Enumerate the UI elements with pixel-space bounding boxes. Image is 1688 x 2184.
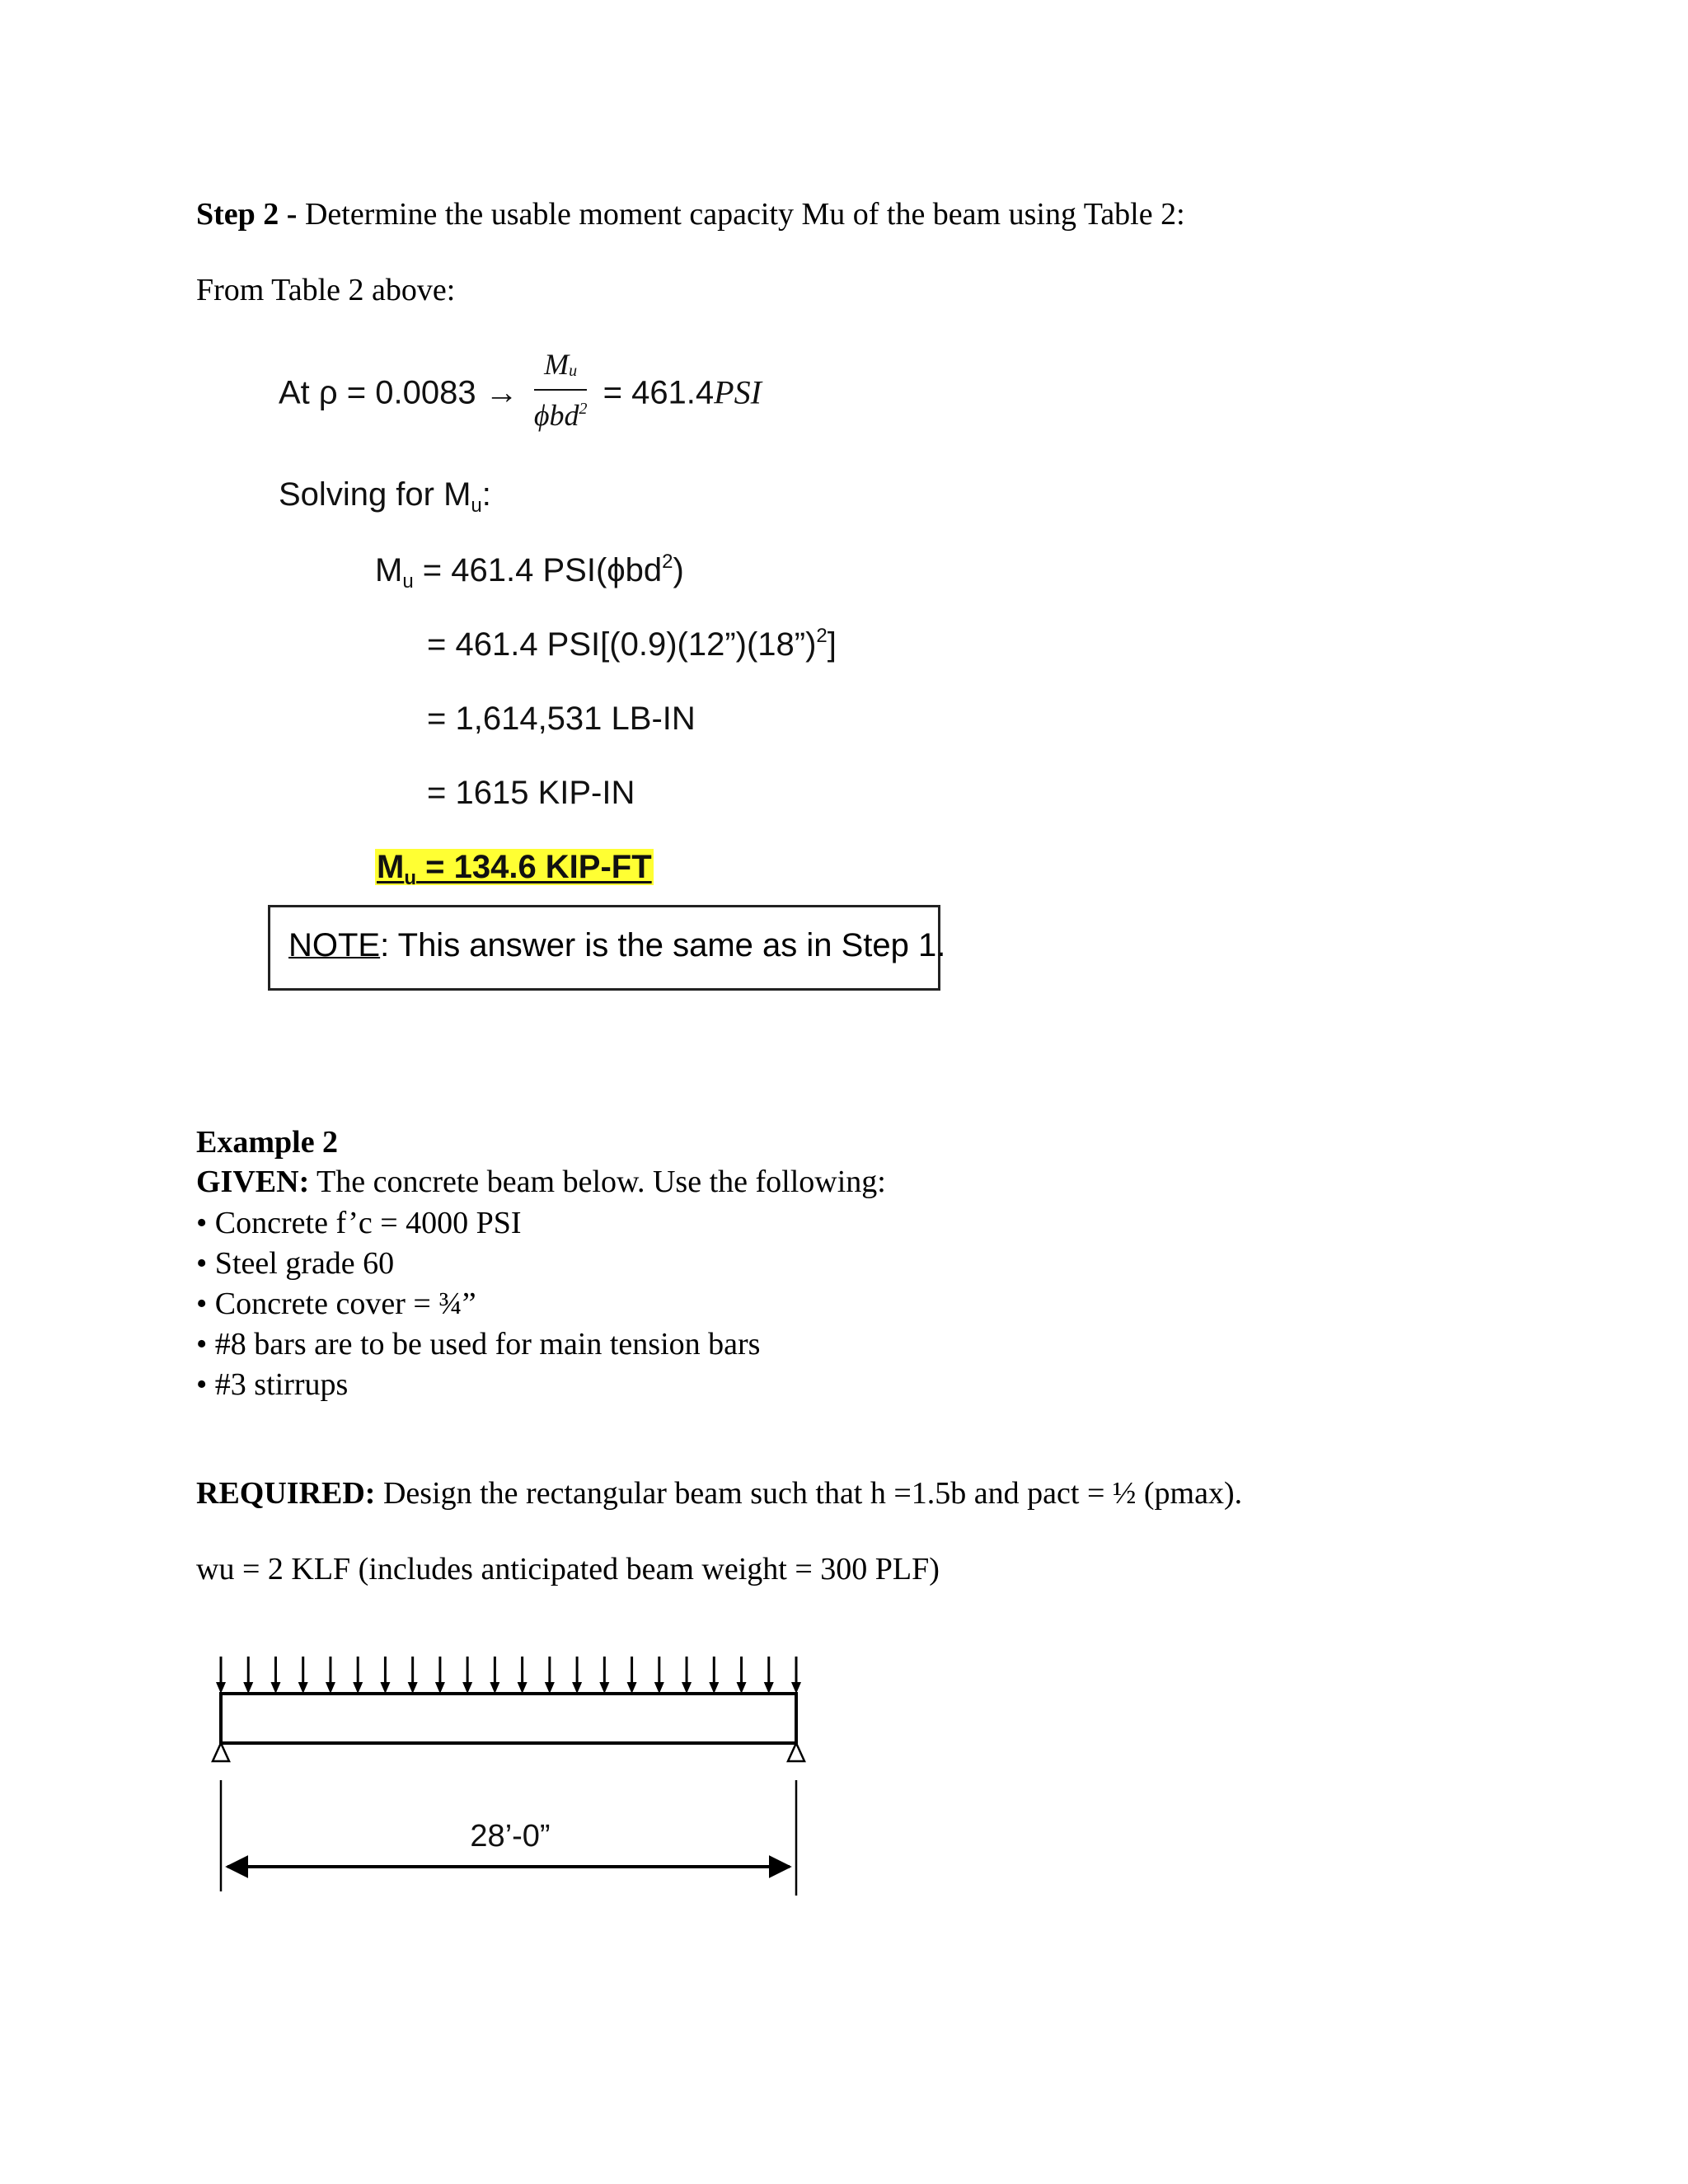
required-label: REQUIRED:	[196, 1476, 376, 1511]
list-item: • #8 bars are to be used for main tension bars	[196, 1327, 761, 1361]
load-arrow-head	[216, 1682, 226, 1694]
calc-line-3: = 1,614,531 LB-IN	[427, 701, 696, 737]
load-arrow-head	[353, 1682, 363, 1694]
load-arrow-head	[298, 1682, 308, 1694]
load-arrow-head	[490, 1682, 499, 1694]
list-item: • Concrete f’c = 4000 PSI	[196, 1206, 522, 1240]
required-line	[196, 1475, 1242, 1511]
fraction-denominator: ϕbd$^2$	[533, 399, 588, 432]
step2-label: Step 2 -	[196, 197, 298, 232]
load-text: wu = 2 KLF (includes anticipated beam weight = 300 PLF)	[196, 1552, 940, 1586]
load-arrow-head	[709, 1682, 719, 1694]
equation-prefix: At ρ = 0.0083 →	[279, 374, 518, 411]
load-arrow-head	[243, 1682, 253, 1694]
given-text: The concrete beam below. Use the following:	[309, 1165, 886, 1199]
fraction-numerator: $M_u$	[534, 346, 588, 391]
result-highlight: $M_u = 134.6$ KIP-FT	[377, 849, 652, 889]
span-label: 28’-0”	[470, 1819, 551, 1854]
load-arrow-head	[462, 1682, 472, 1694]
load-arrow-head	[682, 1682, 692, 1694]
required-text: Design the rectangular beam such that h =1.5b and pact = ½ (pmax).	[375, 1476, 1243, 1511]
equation-result: = 461.4	[603, 374, 715, 411]
load-arrow-head	[764, 1682, 774, 1694]
load-arrow-head	[408, 1682, 418, 1694]
load-arrow-head	[737, 1682, 747, 1694]
load-arrow-head	[545, 1682, 555, 1694]
equation-unit: PSI	[714, 373, 762, 411]
note-box	[268, 905, 946, 991]
load-arrow-head	[270, 1682, 280, 1694]
list-item: • Steel grade 60	[196, 1246, 395, 1281]
load-arrow-head	[518, 1682, 528, 1694]
left-support-icon	[213, 1743, 229, 1761]
given-line	[196, 1164, 886, 1200]
note-label: NOTE	[288, 927, 381, 963]
moment-fraction	[534, 346, 588, 434]
load-arrow-head	[326, 1682, 335, 1694]
note-text: NOTE: This answer is the same as in Step 1.	[288, 927, 946, 963]
calc-line-2: = 461.4 PSI[(0.9)(12”)(18”)$^2$]	[427, 625, 837, 663]
load-arrow-head	[627, 1682, 637, 1694]
equation-rho	[279, 348, 762, 438]
calc-line-1: $M_u = 461.4$ PSI(ϕbd$^2$)	[375, 551, 684, 593]
beam-diagram	[198, 1619, 824, 1924]
right-support-icon	[788, 1743, 804, 1761]
load-arrow-head	[654, 1682, 664, 1694]
step2-heading	[196, 196, 1185, 232]
example2-title: Example 2	[196, 1125, 339, 1160]
list-item: • Concrete cover = ¾”	[196, 1286, 476, 1321]
list-item: • #3 stirrups	[196, 1367, 349, 1402]
load-arrow-head	[791, 1682, 801, 1694]
solving-heading: Solving for $M_u$:	[279, 476, 491, 517]
step2-text: Determine the usable moment capacity Mu of the beam using Table 2:	[297, 197, 1185, 232]
distributed-load-arrows	[216, 1657, 801, 1694]
load-arrow-head	[572, 1682, 582, 1694]
beam-rect	[221, 1694, 796, 1743]
load-arrow-head	[435, 1682, 445, 1694]
given-bullet-list	[196, 1203, 760, 1405]
load-arrow-head	[599, 1682, 609, 1694]
from-table-text: From Table 2 above:	[196, 273, 456, 307]
load-arrow-head	[380, 1682, 390, 1694]
given-label: GIVEN:	[196, 1165, 310, 1199]
calc-line-4: = 1615 KIP-IN	[427, 775, 635, 811]
